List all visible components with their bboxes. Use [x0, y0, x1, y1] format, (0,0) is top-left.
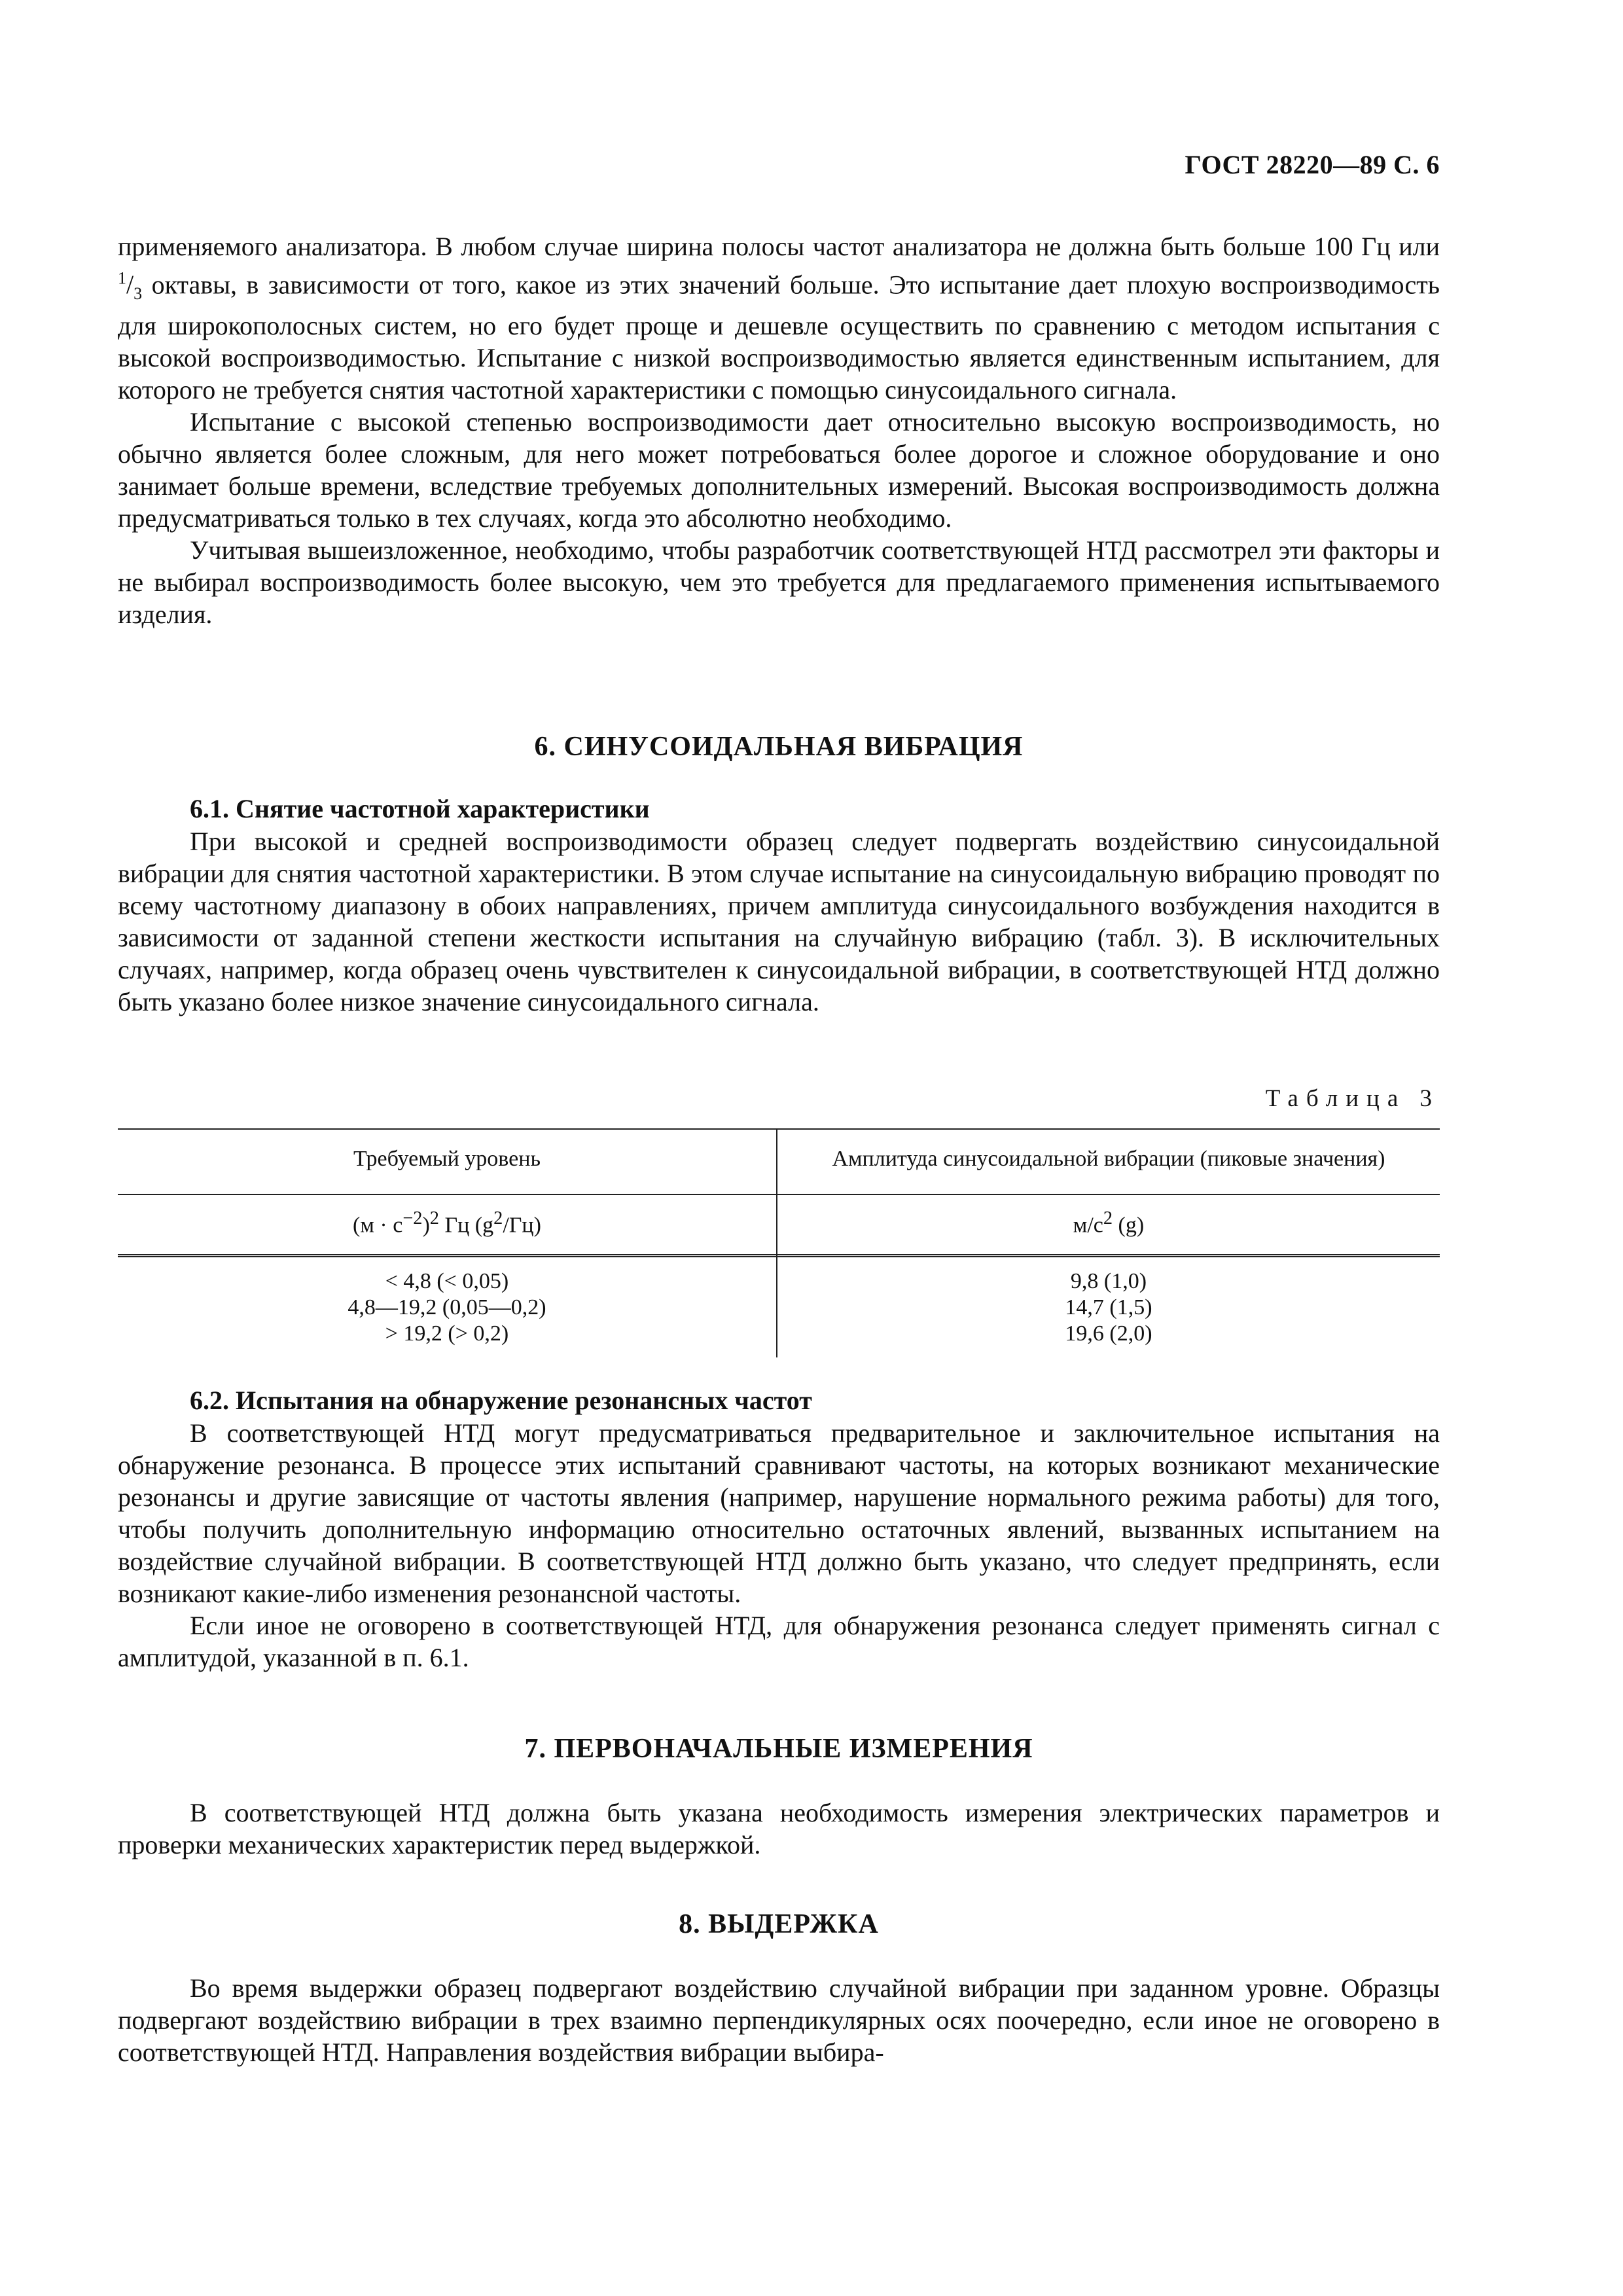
one-third-fraction — [118, 269, 143, 304]
table-header-required-level: Требуемый уровень — [353, 1147, 541, 1171]
unit-part: Гц (g — [438, 1213, 494, 1238]
table-levels-column — [118, 1268, 776, 1347]
subsection-6-1-text — [118, 825, 1440, 1018]
table-header-rule — [118, 1194, 1440, 1195]
unit-superscript: 2 — [1103, 1208, 1113, 1229]
unit-superscript: 2 — [429, 1208, 439, 1229]
section-8-heading: 8. ВЫДЕРЖКА — [679, 1909, 879, 1939]
table-row-amplitude: 9,8 (1,0) — [1070, 1269, 1147, 1293]
running-header: ГОСТ 28220—89 С. 6 — [1185, 150, 1440, 179]
section-7-text — [118, 1797, 1440, 1861]
table-row-level: > 19,2 (> 0,2) — [385, 1321, 509, 1346]
intro-paragraph-3: Учитывая вышеизложенное, необходимо, чтобы разработчик соответствующей НТД рассмотрел эти факторы и не выбирал воспроизводимость более высокую, чем это требуется для предлагаемого применения испытываемого изделия. — [118, 535, 1440, 630]
unit-superscript: 2 — [493, 1208, 503, 1229]
fraction-numerator: 1 — [118, 269, 126, 288]
table-body-rule — [118, 1254, 1440, 1257]
table-caption: Таблица 3 — [1265, 1085, 1440, 1112]
table-row-level: < 4,8 (< 0,05) — [385, 1269, 509, 1293]
unit-superscript: −2 — [402, 1208, 423, 1229]
intro-paragraph-1-part-2: октавы, в зависимости от того, какое из этих значений больше. Это испытание дает плохую воспроизводимость для широкополосных систем, но его будет проще и дешевле осуществить по сравнению с методом испытания с высокой воспроизводимостью. Испытание с низкой воспроизводимостью является единственным испытанием, для которого не требуется снятия частотной характеристики с помощью синусоидального сигнала. — [118, 270, 1440, 405]
section-7-heading: 7. ПЕРВОНАЧАЛЬНЫЕ ИЗМЕРЕНИЯ — [524, 1734, 1033, 1764]
table-header-amplitude: Амплитуда синусоидальной вибрации (пиковые значения) — [832, 1147, 1385, 1171]
unit-part: /Гц) — [503, 1213, 541, 1238]
unit-part: м/с — [1073, 1213, 1103, 1238]
unit-part: (м · с — [353, 1213, 403, 1238]
table-row-amplitude: 14,7 (1,5) — [1065, 1295, 1152, 1319]
table-row-amplitude: 19,6 (2,0) — [1065, 1321, 1152, 1346]
table-top-rule — [118, 1128, 1440, 1130]
fraction-denominator: 3 — [134, 284, 143, 304]
intro-paragraph-1 — [118, 230, 1440, 406]
table-amplitudes-column — [777, 1268, 1440, 1347]
intro-paragraph-1-part-1: применяемого анализатора. В любом случае ширина полосы частот анализатора не должна быть больше 100 Гц или — [118, 232, 1440, 261]
subsection-6-1-heading: 6.1. Снятие частотной характеристики — [190, 794, 650, 823]
subsection-6-1-paragraph: При высокой и средней воспроизводимости образец следует подвергать воздействию синусоидальной вибрации для снятия частотной характеристики. В этом случае испытание на синусоидальную вибрацию проводят по всему частотному диапазону в обоих направлениях, причем амплитуда синусоидального возбуждения находится в зависимости от заданной степени жесткости испытания на случайную вибрацию (табл. 3). В исключительных случаях, например, когда образец очень чувствителен к синусоидальной вибрации, в соответствующей НТД должно быть указано более низкое значение синусоидального сигнала. — [118, 827, 1440, 1016]
subsection-6-2-paragraph-1: В соответствующей НТД могут предусматриваться предварительное и заключительное испытания на обнаружение резонанса. В процессе этих испытаний сравнивают частоты, на которых возникают механические резонансы и другие зависящие от частоты явления (например, нарушение нормального режима работы) для того, чтобы получить дополнительную информацию относительно остаточных явлений, вызванных испытанием на воздействие случайной вибрации. В соответствующей НТД должно быть указано, что следует предпринять, если возникают какие-либо изменения резонансной частоты. — [118, 1418, 1440, 1608]
section-8-text — [118, 1972, 1440, 2068]
section-6-heading: 6. СИНУСОИДАЛЬНАЯ ВИБРАЦИЯ — [534, 732, 1024, 762]
intro-text — [118, 230, 1440, 630]
section-8-paragraph: Во время выдержки образец подвергают воздействию случайной вибрации при заданном уровне. Образцы подвергают воздействию вибрации в трех взаимно перпендикулярных осях поочередно, если иное не оговорено в соответствующей НТД. Направления воздействия вибрации выбира- — [118, 1973, 1440, 2067]
subsection-6-2-paragraph-2: Если иное не оговорено в соответствующей НТД, для обнаружения резонанса следует применять сигнал с амплитудой, указанной в п. 6.1. — [118, 1611, 1440, 1672]
subsection-6-2-text — [118, 1417, 1440, 1674]
intro-paragraph-2: Испытание с высокой степенью воспроизводимости дает относительно высокую воспроизводимость, но обычно является более сложным, для него может потребоваться более дорогое и сложное оборудование и оно занимает больше времени, вследствие требуемых дополнительных измерений. Высокая воспроизводимость должна предусматриваться только в тех случаях, когда это абсолютно необходимо. — [118, 407, 1440, 533]
fraction-slash: / — [126, 270, 134, 300]
unit-part: (g) — [1113, 1213, 1145, 1238]
table-row-level: 4,8—19,2 (0,05—0,2) — [348, 1295, 546, 1319]
table-unit-required-level — [118, 1208, 776, 1238]
subsection-6-2-heading: 6.2. Испытания на обнаружение резонансных частот — [190, 1386, 812, 1415]
unit-part: ) — [422, 1213, 430, 1238]
section-7-paragraph: В соответствующей НТД должна быть указана необходимость измерения электрических параметров и проверки механических характеристик перед выдержкой. — [118, 1798, 1440, 1859]
table-unit-amplitude — [777, 1208, 1440, 1238]
